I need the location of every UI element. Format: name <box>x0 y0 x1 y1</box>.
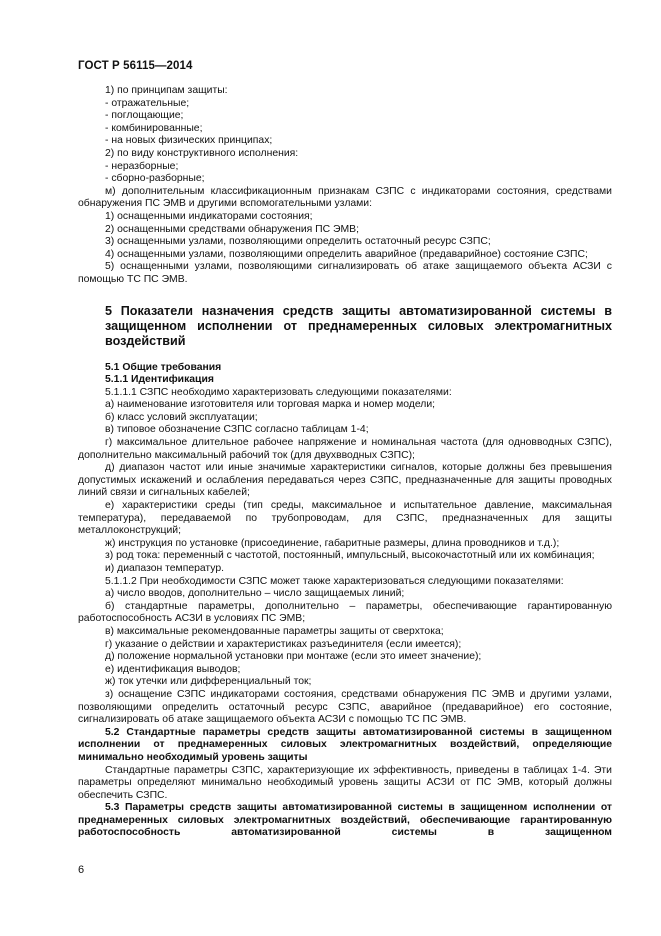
list-item: е) характеристики среды (тип среды, максимальное и испытательное давление, максимальная температура), передаваемой по трубопроводам, для СЗПС, предназначенных для защиты металлоконструкций; <box>78 500 612 537</box>
list-item: б) класс условий эксплуатации; <box>105 411 258 423</box>
list-item: 5) оснащенными узлами, позволяющими сигнализировать об атаке защищаемого объекта АСЗИ с помощью ТС ПС ЭМВ. <box>78 261 612 285</box>
list-item: г) указание о действии и характеристиках разъединителя (если имеется); <box>105 638 462 650</box>
list-item: 4) оснащенными узлами, позволяющими определить аварийное (предаварийное) состояние СЗПС; <box>105 248 588 260</box>
list-item: - отражательные; <box>105 97 190 109</box>
list-item: - неразборные; <box>105 160 179 172</box>
page-content <box>78 85 612 840</box>
subsection-heading: 5.1 Общие требования <box>105 361 222 373</box>
section-title: 5 Показатели назначения средств защиты автоматизированной системы в защищенном исполнении от преднамеренных силовых электромагнитных воздействий <box>105 303 612 348</box>
subsection-heading: 5.2 Стандартные параметры средств защиты автоматизированной системы в защищенном исполнении от преднамеренных силовых электромагнитных воздействий, определяющие минимально необходимый уровень защиты <box>78 726 612 763</box>
subsection-heading: 5.1.1 Идентификация <box>105 374 214 386</box>
document-header: ГОСТ Р 56115—2014 <box>78 60 193 72</box>
list-item: в) типовое обозначение СЗПС согласно таблицам 1-4; <box>105 424 369 436</box>
list-item: 3) оснащенными узлами, позволяющими определить остаточный ресурс СЗПС; <box>105 236 491 248</box>
paragraph: м) дополнительным классификационным признакам СЗПС с индикаторами состояния, средствами обнаружения ПС ЭМВ и другими вспомогательными узлами: <box>78 185 612 210</box>
list-item: д) положение нормальной установки при монтаже (если это имеет значение); <box>105 651 482 663</box>
list-item: з) род тока: переменный с частотой, постоянный, импульсный, высокочастотный или их комбинация; <box>105 550 595 562</box>
list-item: а) число вводов, дополнительно – число защищаемых линий; <box>105 588 405 600</box>
list-item: 2) по виду конструктивного исполнения: <box>105 147 299 159</box>
list-item: 1) по принципам защиты: <box>105 85 228 96</box>
list-item: и) диапазон температур. <box>105 563 225 574</box>
paragraph: 5.1.1.1 СЗПС необходимо характеризовать следующими показателями: <box>105 386 452 398</box>
list-item: ж) инструкция по установке (присоединение, габаритные размеры, длина проводников и т.д.); <box>105 537 560 549</box>
list-item: - поглощающие; <box>105 110 184 122</box>
list-item: в) максимальные рекомендованные параметры защиты от сверхтока; <box>105 625 444 637</box>
list-item: г) максимальное длительное рабочее напряжение и номинальная частота (для одновводных СЗПС), дополнительно максимальный рабочий ток (для двухвводных СЗПС); <box>78 437 612 461</box>
list-item: е) идентификация выводов; <box>105 663 241 675</box>
list-item: д) диапазон частот или иные значимые характеристики сигналов, которые должны без превышения допустимых искажений и ослабления передаваться через СЗПС, предназначенные для защиты проводных линий связи и сигнальных кабелей; <box>78 462 612 499</box>
list-item: - на новых физических принципах; <box>105 135 273 147</box>
list-item: з) оснащение СЗПС индикаторами состояния, средствами обнаружения ПС ЭМВ и другими узлами, позволяющими определить остаточный ресурс СЗПС, аварийное (предаварийное) его состояние, сигнализировать об атаке защищаемого объекта АСЗИ с помощью ТС ПС ЭМВ. <box>78 688 612 726</box>
list-item: - комбинированные; <box>105 122 203 134</box>
list-item: б) стандартные параметры, дополнительно – параметры, обеспечивающие гарантированную работоспособность АСЗИ в условиях ПС ЭМВ; <box>78 600 612 625</box>
list-item: - сборно-разборные; <box>105 173 205 185</box>
paragraph: Стандартные параметры СЗПС, характеризующие их эффективность, приведены в таблицах 1-4. Эти параметры определяют минимально необходимый уровень защиты АСЗИ от ПС ЭМВ, который должны обеспечить СЗПС. <box>78 764 612 801</box>
list-item: 2) оснащенными средствами обнаружения ПС ЭМВ; <box>105 223 359 235</box>
subsection-heading: 5.3 Параметры средств защиты автоматизированной системы в защищенном исполнении от преднамеренных силовых электромагнитных воздействий, обеспечивающие гарантированную работоспособность автоматизированной системы в защищенном <box>78 802 612 839</box>
list-item: ж) ток утечки или дифференциальный ток; <box>105 676 312 688</box>
list-item: 1) оснащенными индикаторами состояния; <box>105 210 313 222</box>
page-number: 6 <box>78 864 85 876</box>
list-item: а) наименование изготовителя или торговая марка и номер модели; <box>105 399 436 411</box>
paragraph: 5.1.1.2 При необходимости СЗПС может также характеризоваться следующими показателями: <box>105 575 564 587</box>
